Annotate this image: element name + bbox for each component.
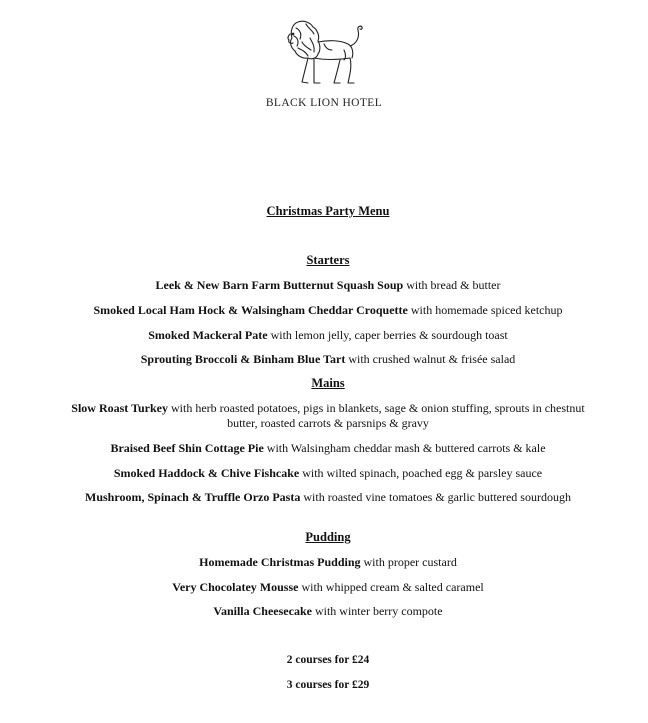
- dish-name: Mushroom, Spinach & Truffle Orzo Pasta: [85, 490, 301, 504]
- menu-item: [62, 441, 594, 456]
- dish-description: with winter berry compote: [311, 604, 443, 618]
- dish-description: with roasted vine tomatoes & garlic buttered sourdough: [300, 490, 571, 504]
- section-heading-pudding: Pudding: [305, 530, 351, 544]
- menu-item: [62, 555, 594, 570]
- menu-item: [62, 401, 594, 431]
- dish-description: with lemon jelly, caper berries & sourdough toast: [267, 328, 508, 342]
- menu-item: [62, 328, 594, 343]
- dish-description: with homemade spiced ketchup: [407, 303, 563, 317]
- dish-name: Smoked Mackeral Pate: [148, 328, 268, 342]
- dish-description: with herb roasted potatoes, pigs in blankets, sage & onion stuffing, sprouts in chestnut butter, roasted carrots & parsnips & gravy: [167, 401, 585, 430]
- price-three-courses: 3 courses for £29: [286, 679, 370, 691]
- dish-name: Smoked Local Ham Hock & Walsingham Cheddar Croquette: [93, 303, 408, 317]
- section-heading-starters: Starters: [306, 253, 350, 267]
- dish-name: Very Chocolatey Mousse: [172, 580, 299, 594]
- lion-icon: [284, 14, 364, 90]
- dish-description: with whipped cream & salted caramel: [298, 580, 484, 594]
- dish-name: Slow Roast Turkey: [71, 401, 168, 415]
- price-two-courses: 2 courses for £24: [286, 654, 370, 666]
- dish-name: Leek & New Barn Farm Butternut Squash Soup: [155, 278, 404, 292]
- menu-item: [62, 580, 594, 595]
- dish-name: Braised Beef Shin Cottage Pie: [110, 441, 264, 455]
- dish-name: Smoked Haddock & Chive Fishcake: [113, 466, 300, 480]
- dish-name: Homemade Christmas Pudding: [199, 555, 361, 569]
- dish-description: with bread & butter: [403, 278, 501, 292]
- dish-name: Sprouting Broccoli & Binham Blue Tart: [140, 352, 346, 366]
- dish-description: with wilted spinach, poached egg & parsley sauce: [299, 466, 543, 480]
- dish-description: with crushed walnut & frisée salad: [345, 352, 516, 366]
- menu-item: [62, 466, 594, 481]
- menu-item: [62, 352, 594, 367]
- menu-item: [62, 278, 594, 293]
- section-heading-mains: Mains: [311, 376, 345, 390]
- dish-description: with proper custard: [360, 555, 457, 569]
- dish-description: with Walsingham cheddar mash & buttered carrots & kale: [263, 441, 546, 455]
- dish-name: Vanilla Cheesecake: [213, 604, 312, 618]
- menu-item: [62, 303, 594, 318]
- hotel-name: BLACK LION HOTEL: [265, 97, 383, 109]
- menu-title: Christmas Party Menu: [266, 204, 390, 218]
- menu-item: [62, 490, 594, 505]
- menu-item: [62, 604, 594, 619]
